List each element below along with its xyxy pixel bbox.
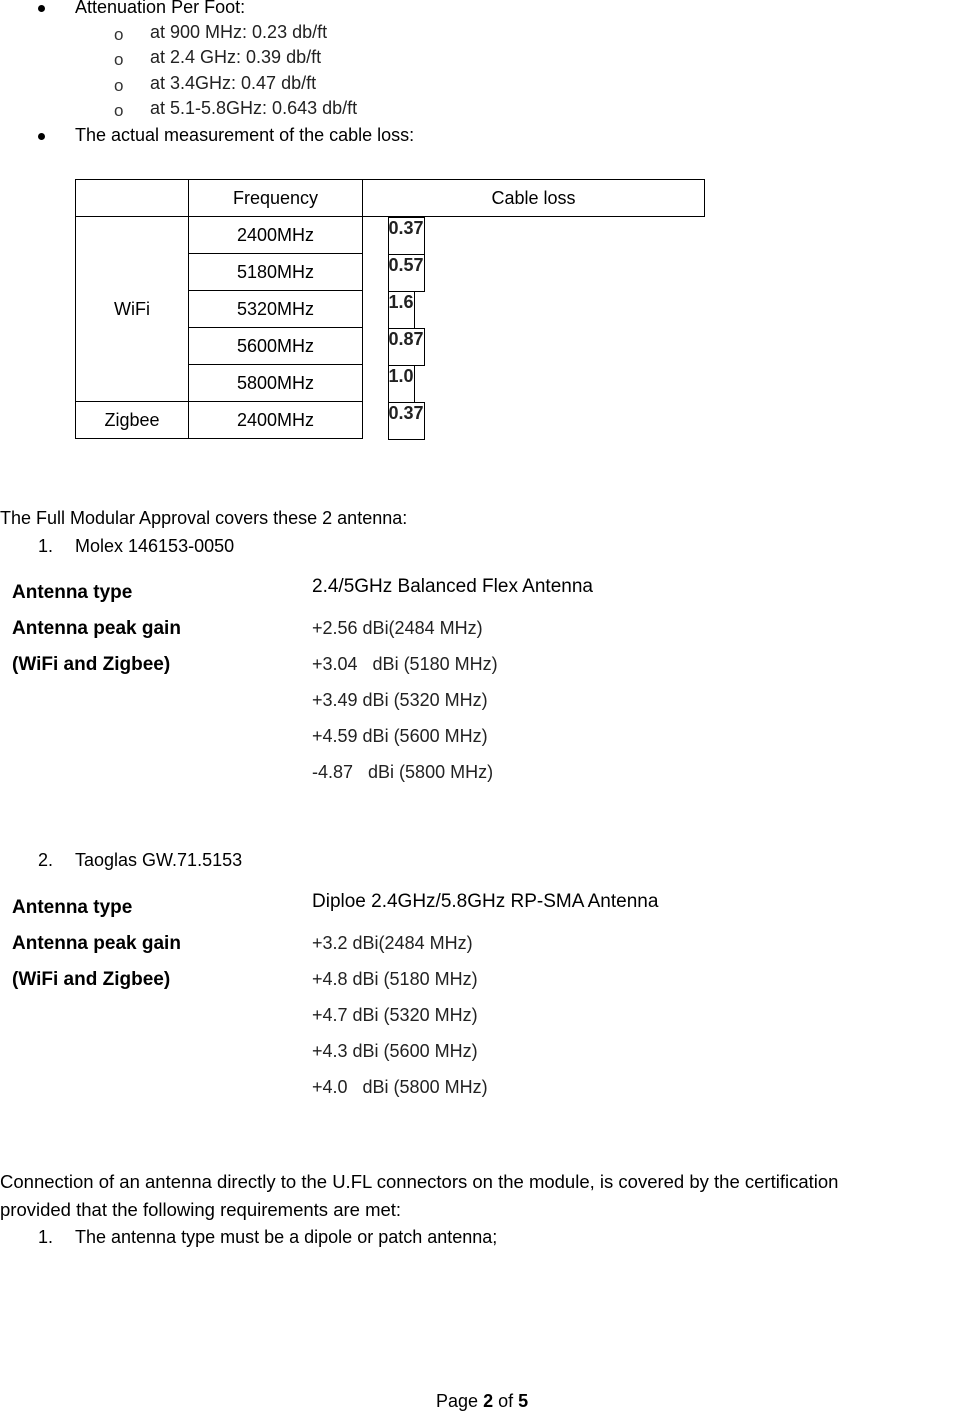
- zigbee-label: Zigbee: [76, 402, 189, 439]
- antenna-type-value: 2.4/5GHz Balanced Flex Antenna: [312, 576, 593, 597]
- requirement-text: The antenna type must be a dipole or patch antenna;: [75, 1227, 498, 1247]
- loss-cell: 0.37: [388, 217, 425, 255]
- antenna-number: 2.: [38, 850, 54, 870]
- loss-cell: 1.0: [388, 365, 415, 403]
- antenna-gain-value: +4.59 dBi (5600 MHz): [312, 726, 488, 746]
- table-row: [76, 217, 705, 254]
- antenna-gain-value: -4.87 dBi (5800 MHz): [312, 762, 494, 782]
- attenuation-item: at 2.4 GHz: 0.39 db/ft: [150, 47, 322, 67]
- antenna-gain-value: +4.8 dBi (5180 MHz): [312, 969, 478, 989]
- wifi-label: WiFi: [76, 217, 189, 402]
- loss-cell: 0.57: [388, 254, 425, 292]
- antenna-type-label: Antenna type: [12, 582, 133, 603]
- loss-cell: 1.6: [388, 291, 415, 329]
- frequency-cell: 5800MHz: [189, 365, 363, 402]
- antenna-gain-value: +3.2 dBi(2484 MHz): [312, 933, 473, 953]
- bullet-dot: [38, 133, 45, 140]
- antenna-gain-value: +4.3 dBi (5600 MHz): [312, 1041, 478, 1061]
- requirement-number: 1.: [38, 1227, 54, 1247]
- connection-text: provided that the following requirements are met:: [0, 1199, 402, 1220]
- antenna-gain-value: +4.0 dBi (5800 MHz): [312, 1077, 488, 1097]
- attenuation-item: at 900 MHz: 0.23 db/ft: [150, 22, 328, 42]
- table-header-row: [76, 180, 705, 217]
- page-word: Page: [436, 1391, 479, 1411]
- sub-bullet: o: [114, 25, 124, 44]
- sub-bullet: o: [114, 50, 124, 69]
- table-row: [76, 402, 705, 439]
- cable-loss-table: [75, 179, 705, 439]
- loss-cell: 0.87: [388, 328, 425, 366]
- antenna-type-value: Diploe 2.4GHz/5.8GHz RP-SMA Antenna: [312, 891, 659, 912]
- page-footer: [436, 1391, 528, 1412]
- table-header-cell: [76, 180, 189, 217]
- antenna-gain-value: +4.7 dBi (5320 MHz): [312, 1005, 478, 1025]
- page-total: 5: [518, 1391, 529, 1411]
- of-word: of: [498, 1391, 514, 1411]
- frequency-cell: 5600MHz: [189, 328, 363, 365]
- attenuation-item: at 3.4GHz: 0.47 db/ft: [150, 73, 317, 93]
- measurement-heading: The actual measurement of the cable loss:: [75, 125, 415, 145]
- approval-intro: The Full Modular Approval covers these 2 antenna:: [0, 508, 408, 528]
- antenna-name: Molex 146153-0050: [75, 536, 235, 556]
- table-header-frequency: Frequency: [189, 180, 363, 217]
- frequency-cell: 5320MHz: [189, 291, 363, 328]
- antenna-gain-label: Antenna peak gain: [12, 618, 181, 639]
- attenuation-item: at 5.1-5.8GHz: 0.643 db/ft: [150, 98, 358, 118]
- antenna-gain-sub-label: (WiFi and Zigbee): [12, 654, 171, 675]
- antenna-gain-label: Antenna peak gain: [12, 933, 181, 954]
- antenna-gain-value: +3.04 dBi (5180 MHz): [312, 654, 498, 674]
- page-number: 2: [483, 1391, 494, 1411]
- frequency-cell: 2400MHz: [189, 217, 363, 254]
- sub-bullet: o: [114, 76, 124, 95]
- antenna-gain-value: +3.49 dBi (5320 MHz): [312, 690, 488, 710]
- loss-cell: 0.37: [388, 402, 425, 440]
- frequency-cell: 2400MHz: [189, 402, 363, 439]
- antenna-gain-value: +2.56 dBi(2484 MHz): [312, 618, 483, 638]
- attenuation-heading: Attenuation Per Foot:: [75, 0, 246, 17]
- antenna-gain-sub-label: (WiFi and Zigbee): [12, 969, 171, 990]
- antenna-name: Taoglas GW.71.5153: [75, 850, 243, 870]
- table-header-cable-loss: Cable loss: [363, 180, 705, 217]
- connection-text: Connection of an antenna directly to the U.FL connectors on the module, is covered by the certification: [0, 1171, 839, 1192]
- frequency-cell: 5180MHz: [189, 254, 363, 291]
- antenna-type-label: Antenna type: [12, 897, 133, 918]
- bullet-dot: [38, 5, 45, 12]
- antenna-number: 1.: [38, 536, 54, 556]
- sub-bullet: o: [114, 101, 124, 120]
